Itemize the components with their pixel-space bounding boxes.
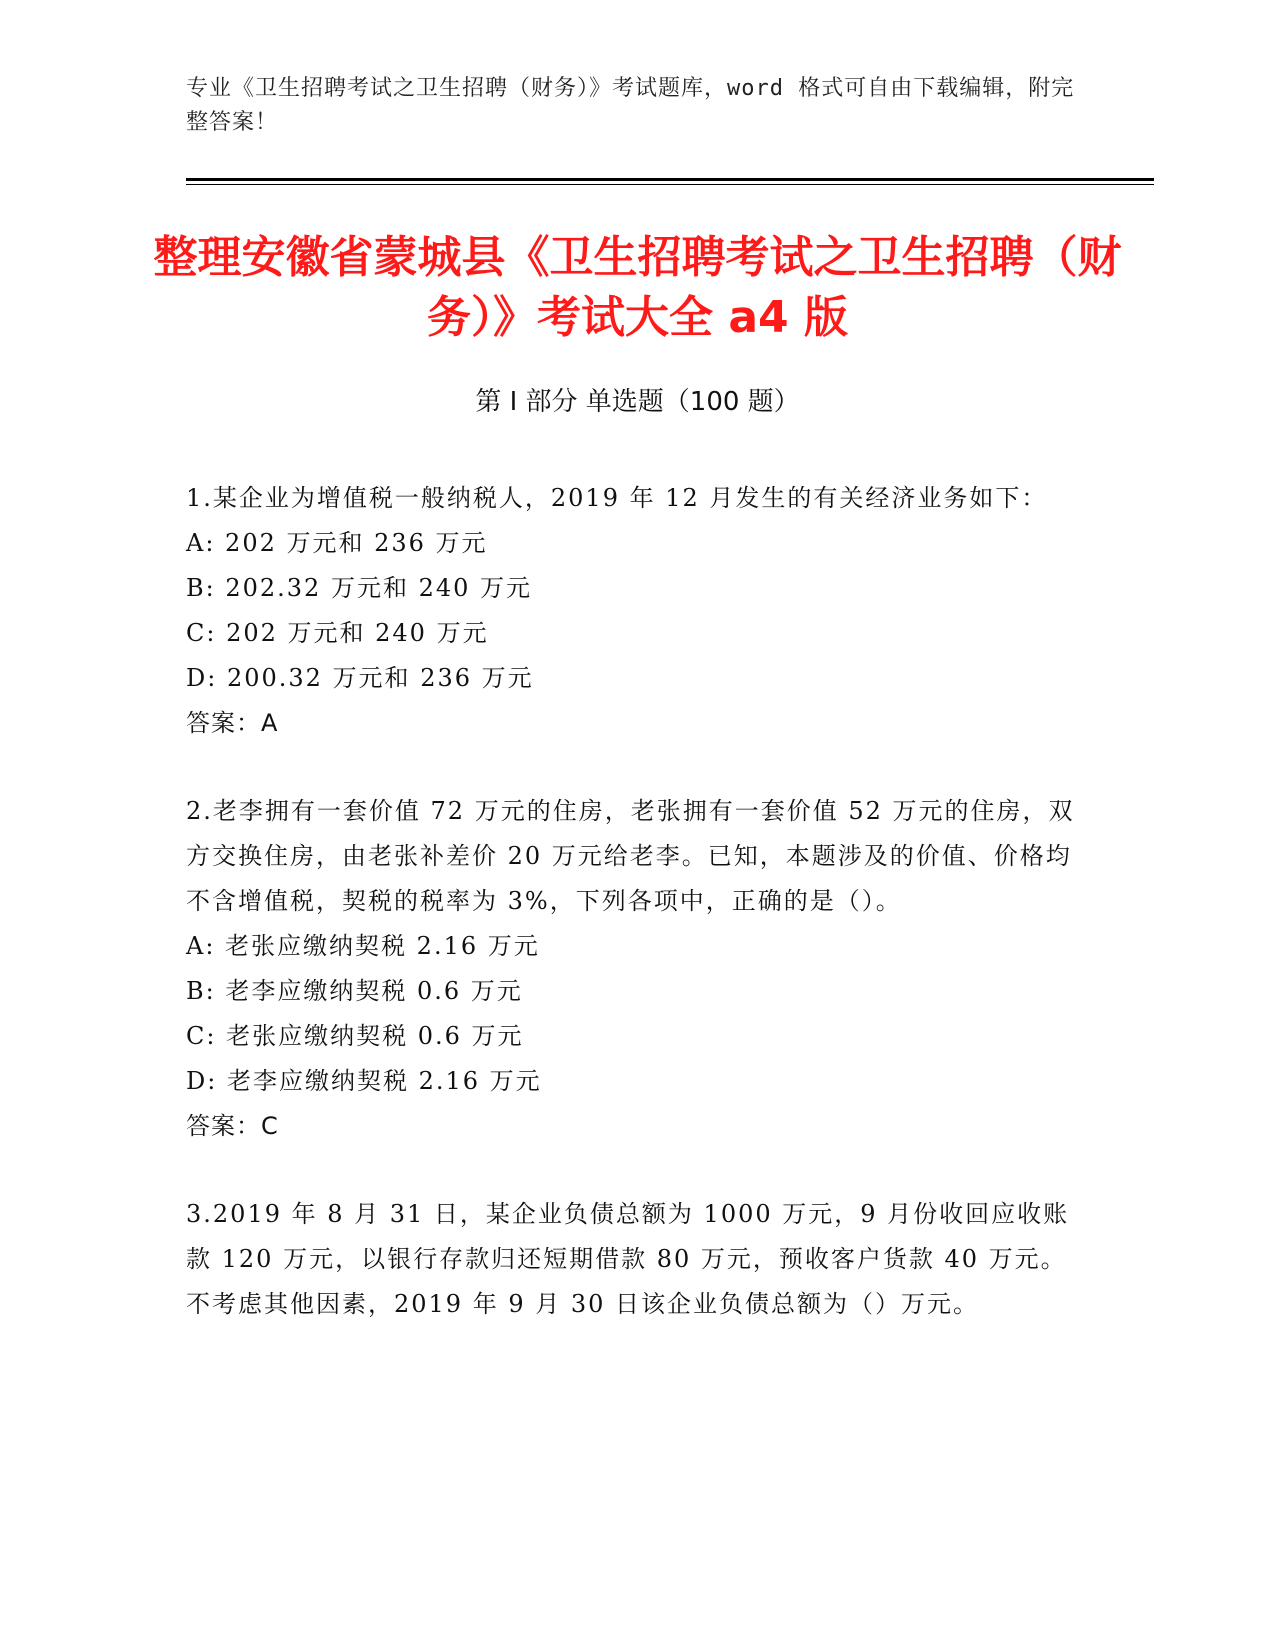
option-c: C: 老张应缴纳契税 0.6 万元 [186, 1022, 524, 1050]
question-item [186, 789, 1086, 1149]
option-b: B: 202.32 万元和 240 万元 [186, 574, 533, 602]
header-note: 专业《卫生招聘考试之卫生招聘（财务）》考试题库，word 格式可自由下载编辑，附完整答案！ [186, 76, 1075, 135]
question-list [186, 476, 1086, 1370]
answer-label: 答案：A [186, 709, 279, 737]
question-stem: 3.2019 年 8 月 31 日，某企业负债总额为 1000 万元，9 月份收回应收账款 120 万元，以银行存款归还短期借款 80 万元，预收客户货款 40 万元。不考虑其他因素，2019 年 9 月 30 日该企业负债总额为（）万元。 [186, 1200, 1070, 1318]
question-stem: 1.某企业为增值税一般纳税人，2019 年 12 月发生的有关经济业务如下： [186, 484, 1048, 512]
question-item [186, 476, 1086, 746]
option-d: D: 200.32 万元和 236 万元 [186, 664, 534, 692]
question-item [186, 1192, 1086, 1327]
header-rule-thin [186, 184, 1154, 185]
option-b: B: 老李应缴纳契税 0.6 万元 [186, 977, 523, 1005]
question-stem: 2.老李拥有一套价值 72 万元的住房，老张拥有一套价值 52 万元的住房，双方交换住房，由老张补差价 20 万元给老李。已知，本题涉及的价值、价格均不含增值税，契税的税率为 3%，下列各项中，正确的是（）。 [186, 797, 1075, 915]
document-title: 整理安徽省蒙城县《卫生招聘考试之卫生招聘（财务）》考试大全 a4 版 [153, 232, 1122, 343]
option-a: A: 202 万元和 236 万元 [186, 529, 488, 557]
answer-label: 答案：C [186, 1112, 279, 1140]
section-title: 第 I 部分 单选题（100 题） [475, 387, 800, 417]
option-c: C: 202 万元和 240 万元 [186, 619, 489, 647]
header-rule-thick [186, 178, 1154, 181]
option-d: D: 老李应缴纳契税 2.16 万元 [186, 1067, 542, 1095]
option-a: A: 老张应缴纳契税 2.16 万元 [186, 932, 540, 960]
